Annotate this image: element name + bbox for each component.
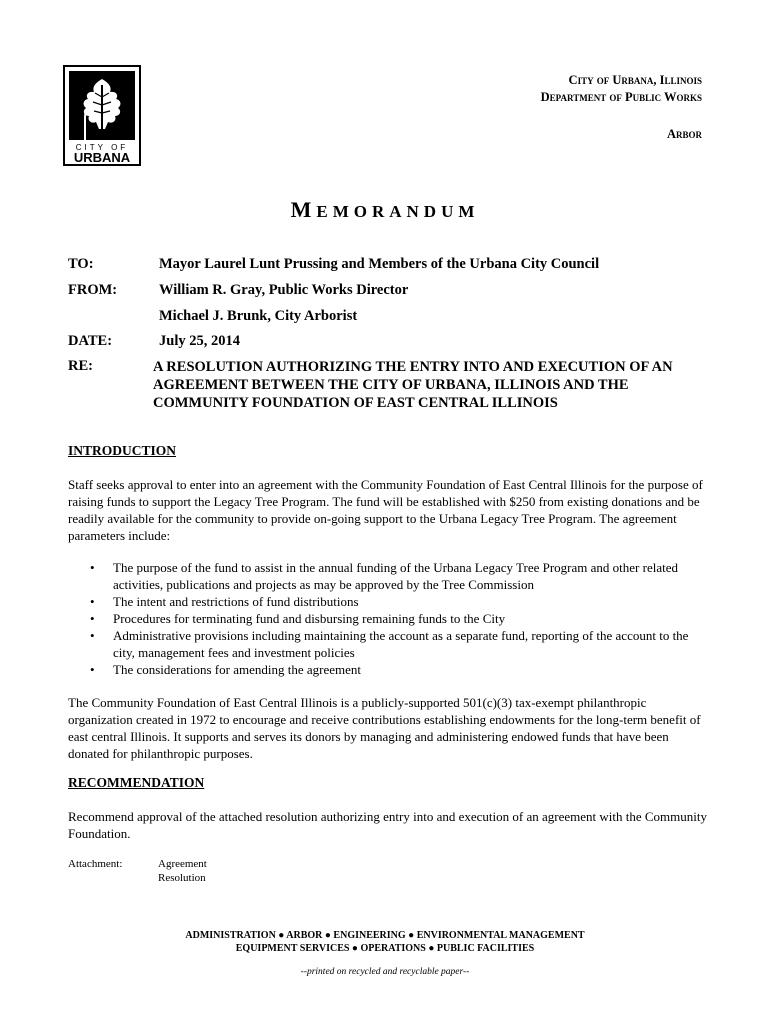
- from-value-2: Michael J. Brunk, City Arborist: [159, 308, 358, 324]
- date-value: July 25, 2014: [159, 333, 240, 349]
- list-item: • Administrative provisions including maintaining the account as a separate fund, reporting of the account to the city, management fees and investment policies: [68, 627, 708, 661]
- recommendation-paragraph: Recommend approval of the attached resolution authorizing entry into and execution of an agreement with the Community Foundation.: [68, 809, 707, 841]
- footer-divisions: [0, 929, 770, 955]
- list-item: • The intent and restrictions of fund distributions: [68, 593, 708, 610]
- footer-line-2: EQUIPMENT SERVICES ● OPERATIONS ● PUBLIC FACILITIES: [235, 943, 535, 954]
- list-item: • The considerations for amending the agreement: [68, 661, 708, 678]
- foundation-paragraph: The Community Foundation of East Central Illinois is a publicly-supported 501(c)(3) tax-exempt philanthropic organization created in 1972 to encourage and receive contributions establishing endowments for the long-term benefit of east central Illinois. It supports and serves its donors by managing and administering endowed funds that have been donated for philanthropic purposes.: [68, 695, 701, 761]
- to-label: TO:: [68, 256, 94, 272]
- re-value: A RESOLUTION AUTHORIZING THE ENTRY INTO AND EXECUTION OF AN AGREEMENT BETWEEN THE CITY OF URBANA, ILLINOIS AND THE COMMUNITY FOUNDATION OF EAST CENTRAL ILLINOIS: [153, 359, 673, 411]
- memo-title: [0, 197, 770, 223]
- logo-urbana-text: URBANA: [73, 150, 131, 164]
- footer-line-1: ADMINISTRATION ● ARBOR ● ENGINEERING ● ENVIRONMENTAL MANAGEMENT: [185, 930, 585, 941]
- from-value-1: William R. Gray, Public Works Director: [159, 282, 409, 298]
- date-label: DATE:: [68, 333, 113, 349]
- logo-city-of-text: CITY OF: [75, 143, 129, 152]
- recommendation-heading: RECOMMENDATION: [68, 775, 205, 790]
- to-value: Mayor Laurel Lunt Prussing and Members of the Urbana City Council: [159, 256, 600, 272]
- introduction-heading: INTRODUCTION: [68, 443, 177, 458]
- recycled-note: --printed on recycled and recyclable paper--: [300, 967, 470, 977]
- attachment-label: Attachment:: [68, 858, 123, 870]
- list-item: • The purpose of the fund to assist in the annual funding of the Urbana Legacy Tree Program and other related activities, publications and projects as may be approved by the Tree Commission: [68, 559, 708, 593]
- list-item: • Procedures for terminating fund and disbursing remaining funds to the City: [68, 610, 708, 627]
- letterhead: [541, 72, 702, 143]
- division-name: Arbor: [666, 127, 702, 141]
- re-label: RE:: [68, 358, 93, 374]
- attachment-list: [158, 857, 207, 885]
- department-name: Department of Public Works: [540, 90, 702, 104]
- oak-leaf-icon: [65, 67, 139, 164]
- from-label: FROM:: [68, 282, 118, 298]
- parameters-list: [68, 559, 708, 678]
- city-logo: [63, 65, 141, 166]
- attachment-item-agreement: Agreement: [158, 858, 207, 870]
- attachment-item-resolution: Resolution: [158, 872, 206, 884]
- introduction-paragraph: Staff seeks approval to enter into an agreement with the Community Foundation of East Central Illinois for the purpose of raising funds to support the Legacy Tree Program. The fund will be established with $250 from existing donations and be readily available for the community to provide on-going support to the Urbana Legacy Tree Program. The agreement parameters include:: [68, 477, 703, 543]
- memo-title-rest: EMORANDUM: [316, 202, 480, 221]
- city-name: City of Urbana, Illinois: [568, 73, 702, 87]
- memo-title-initial: M: [290, 197, 317, 222]
